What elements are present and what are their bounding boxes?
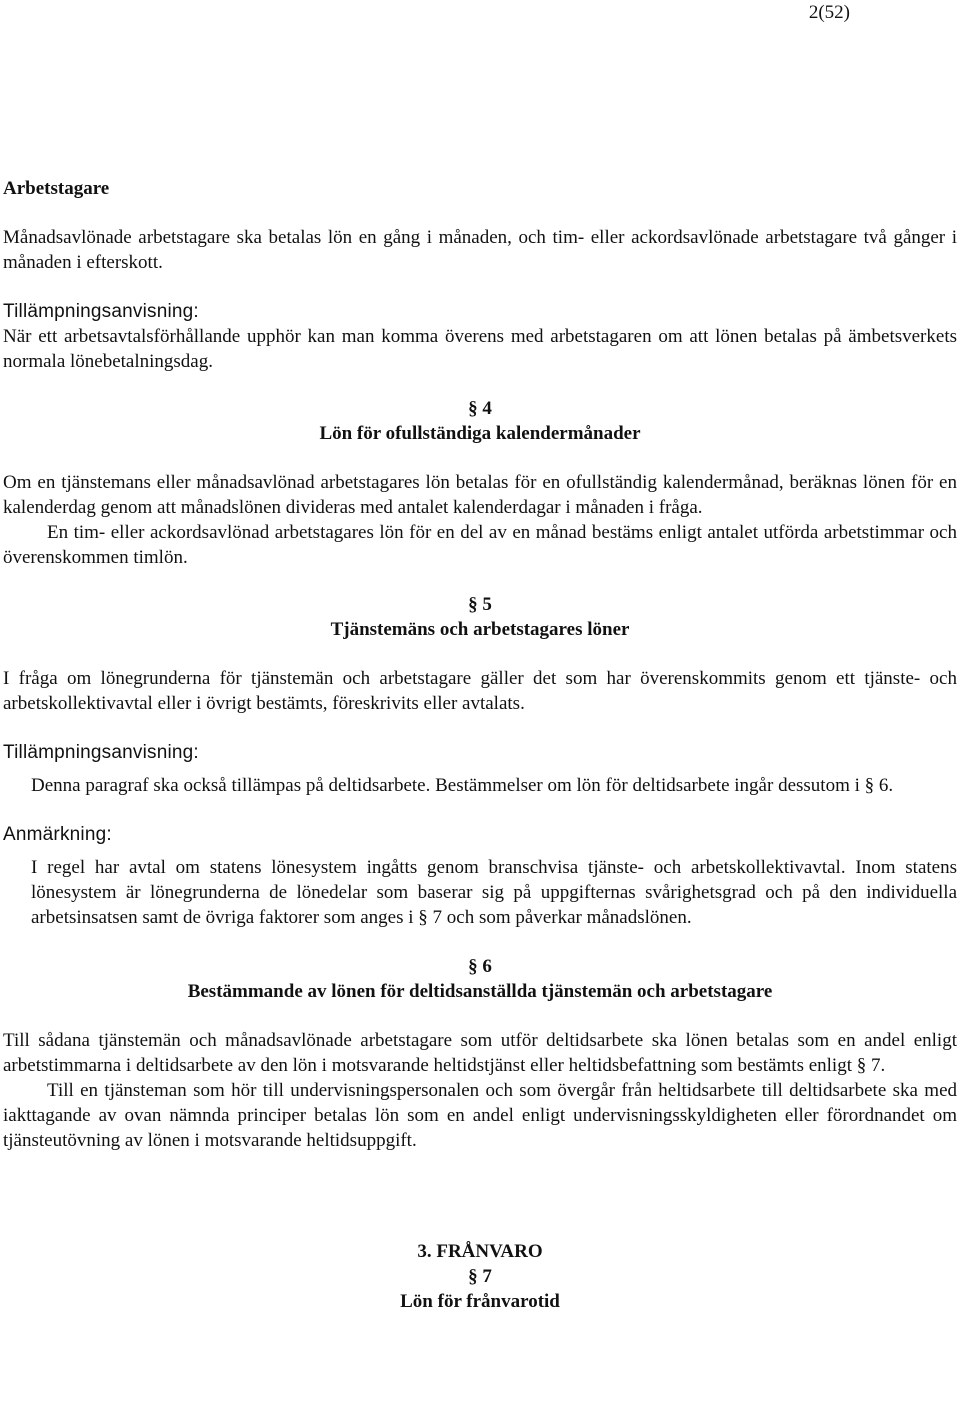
section-4-number: § 4 [468,398,492,419]
chapter-3-section-number: § 7 [468,1266,492,1287]
section-4-paragraph-1: Om en tjänstemans eller månadsavlönad arbetstagares lön betalas för en ofullständig kalendermånad, beräknas lönen för en kalenderdag genom att månadslönen divideras med antalet kalenderdagar i månaden i fråga. [3,472,957,518]
section-6-paragraph-1: Till sådana tjänstemän och månadsavlönade arbetstagare som utför deltidsarbete ska lönen betalas som en andel enligt arbetstimmarna i deltidsarbete av den lön i motsvarande heltidstjänst eller heltidsbefattning som bestämts enligt § 7. [3,1030,957,1076]
section-5-paragraph: I fråga om lönegrunderna för tjänstemän och arbetstagare gäller det som har överenskommits genom ett tjänste- och arbetskollektivavtal eller i övrigt bestämts, föreskrivits eller avtalats. [3,668,957,714]
intro-paragraph: Månadsavlönade arbetstagare ska betalas lön en gång i månaden, och tim- eller ackordsavlönade arbetstagare två gånger i månaden i efterskott. [3,227,957,273]
chapter-3-title: 3. FRÅNVARO [417,1241,543,1262]
section-4-paragraph-2: En tim- eller ackordsavlönad arbetstagares lön för en del av en månad bestäms enligt antalet utförda arbetstimmar och överenskommen timlön. [3,522,957,568]
section-6-title: Bestämmande av lönen för deltidsanställda tjänstemän och arbetstagare [187,981,773,1002]
intro-heading: Arbetstagare [3,178,110,199]
page-number: 2(52) [808,2,850,23]
section-5-remark-label: Anmärkning: [3,824,112,845]
section-5-remark-text: I regel har avtal om statens lönesystem ingåtts genom branschvisa tjänste- och arbetskollektivavtal. Inom statens lönesystem är lönegrunderna de lönedelar som baserar sig på uppgifternas svårighetsgrad och på den individuella arbetsinsatsen samt de övriga faktorer som anges i § 7 och som påverkar månadslönen. [31,857,957,928]
section-4-title: Lön för ofullständiga kalendermånader [319,423,641,444]
section-5-note-label: Tillämpningsanvisning: [3,742,199,763]
section-5-note-text: Denna paragraf ska också tillämpas på deltidsarbete. Bestämmelser om lön för deltidsarbete ingår dessutom i § 6. [31,775,894,796]
chapter-3-subtitle: Lön för frånvarotid [400,1291,560,1312]
section-6-number: § 6 [468,956,492,977]
section-5-number: § 5 [468,594,492,615]
section-5-title: Tjänstemäns och arbetstagares löner [330,619,630,640]
intro-note-text: När ett arbetsavtalsförhållande upphör kan man komma överens med arbetstagaren om att lönen betalas på ämbetsverkets normala lönebetalningsdag. [3,326,957,372]
document-body [3,176,957,1314]
section-6-paragraph-2: Till en tjänsteman som hör till undervisningspersonalen och som övergår från heltidsarbete till deltidsarbete ska med iakttagande av ovan nämnda principer betalas lön som en andel enligt undervisningsskyldigheten eller förordnandet om tjänsteutövning av lönen i motsvarande heltidsuppgift. [3,1080,957,1151]
intro-note-label: Tillämpningsanvisning: [3,301,199,322]
